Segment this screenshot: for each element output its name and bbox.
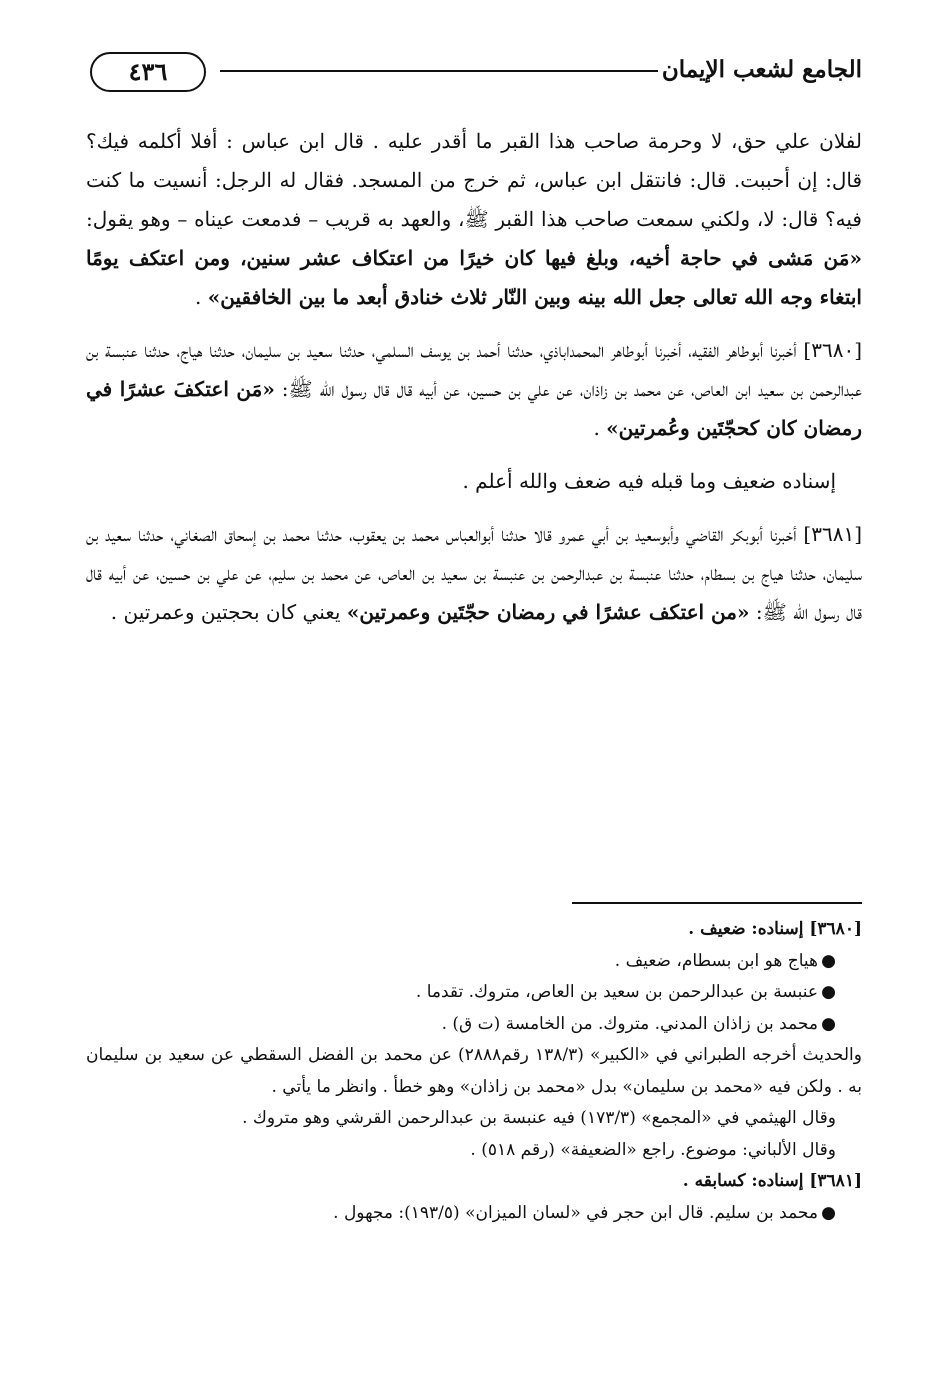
hadith-3681-end: يعني كان بحجتين وعمرتين . xyxy=(110,600,347,624)
hadith-3680-end: . xyxy=(593,416,607,440)
footnotes xyxy=(86,914,862,1229)
footnote-bullet: ●محمد بن زاذان المدني. متروك. من الخامسة (ت ق) . xyxy=(441,1013,836,1034)
hadith-3680-matn: «مَن اعتكفَ عشرًا في رمضان كان كحجّتَين وعُمرتين» xyxy=(86,377,862,440)
paragraph-1 xyxy=(86,122,862,317)
page-number: ٤٣٦ xyxy=(90,52,206,92)
footnote-paragraph: والحديث أخرجه الطبراني في «الكبير» (١٣٨/٣ رقم٢٨٨٨) عن محمد بن الفضل السقطي عن سعيد بن سليمان به . ولكن فيه «محمد بن سليمان» بدل «محمد بن زاذان» وهو خطأ . وانظر ما يأتي . xyxy=(86,1045,862,1097)
hadith-text-1: «مَن مَشى في حاجة أخيه، وبلغ فيها كان خيرًا من اعتكاف عشر سنين، ومن اعتكف يومًا ابتغاء وجه الله تعالى جعل الله بينه وبين النّار ثلاث خنادق أبعد ما بين الخافقين» xyxy=(86,246,862,309)
running-title: الجامع لشعب الإيمان xyxy=(661,56,862,83)
hadith-3681-isnad: [٣٦٨١] أخبرنا أبوبكر القاضي وأبوسعيد بن أبي عمرو قالا حدثنا أبوالعباس محمد بن يعقوب، حدثنا محمد بن إسحاق الصغاني، حدثنا سعيد بن سليمان، حدثنا هياج بن بسطام، حدثنا عنبسة بن عبدالرحمن بن عنبسة بن سعيد بن العاص، عن محمد بن سليم، عن علي بن حسين، عن أبيه قال قال رسول الله ﷺ: xyxy=(86,522,862,624)
hadith-3681 xyxy=(86,515,862,632)
footnote-paragraph: وقال الألباني: موضوع. راجع «الضعيفة» (رقم ٥١٨) . xyxy=(470,1139,836,1160)
header-rule xyxy=(220,70,658,72)
footnote-bullet: ●هياج هو ابن بسطام، ضعيف . xyxy=(614,950,836,971)
footnote-bullet: ●عنبسة بن عبدالرحمن بن سعيد بن العاص، متروك. تقدما . xyxy=(415,982,836,1002)
grading-note: إسناده ضعيف وما قبله فيه ضعف والله أعلم . xyxy=(462,469,836,493)
main-text xyxy=(86,122,862,632)
hadith-3680 xyxy=(86,331,862,448)
footnote-separator xyxy=(572,902,862,904)
footnote-3681-heading: [٣٦٨١] إسناده: كسابقه . xyxy=(682,1171,862,1191)
footnote-bullet: ●محمد بن سليم. قال ابن حجر في «لسان الميزان» (١٩٣/٥): مجهول . xyxy=(333,1202,836,1223)
footnote-3680-heading: [٣٦٨٠] إسناده: ضعيف . xyxy=(688,919,862,939)
footnote-paragraph: وقال الهيثمي في «المجمع» (١٧٣/٣) فيه عنبسة بن عبدالرحمن القرشي وهو متروك . xyxy=(242,1108,836,1128)
paragraph-1-end: . xyxy=(195,285,208,309)
hadith-3680-isnad: [٣٦٨٠] أخبرنا أبوطاهر الفقيه، أخبرنا أبوطاهر المحمداباذي، حدثنا أحمد بن يوسف السلمي، حدثنا سعيد بن سليمان، حدثنا هياج، حدثنا عنبسة بن عبدالرحمن بن سعيد ابن العاص، عن محمد بن زاذان، عن علي بن حسين، عن أبيه قال قال رسول الله ﷺ: xyxy=(86,338,862,401)
paragraph-1-text: لفلان علي حق، لا وحرمة صاحب هذا القبر ما أقدر عليه . قال ابن عباس : أفلا أكلمه فيك؟ قال: إن أحببت. قال: فانتقل ابن عباس، ثم خرج من المسجد. فقال له الرجل: أنسيت ما كنت فيه؟ قال: لا، ولكني سمعت صاحب هذا القبر ﷺ، والعهد به قريب – فدمعت عيناه – وهو يقول: xyxy=(86,129,862,231)
hadith-3681-matn: «من اعتكف عشرًا في رمضان حجّتَين وعمرتين» xyxy=(346,600,750,624)
